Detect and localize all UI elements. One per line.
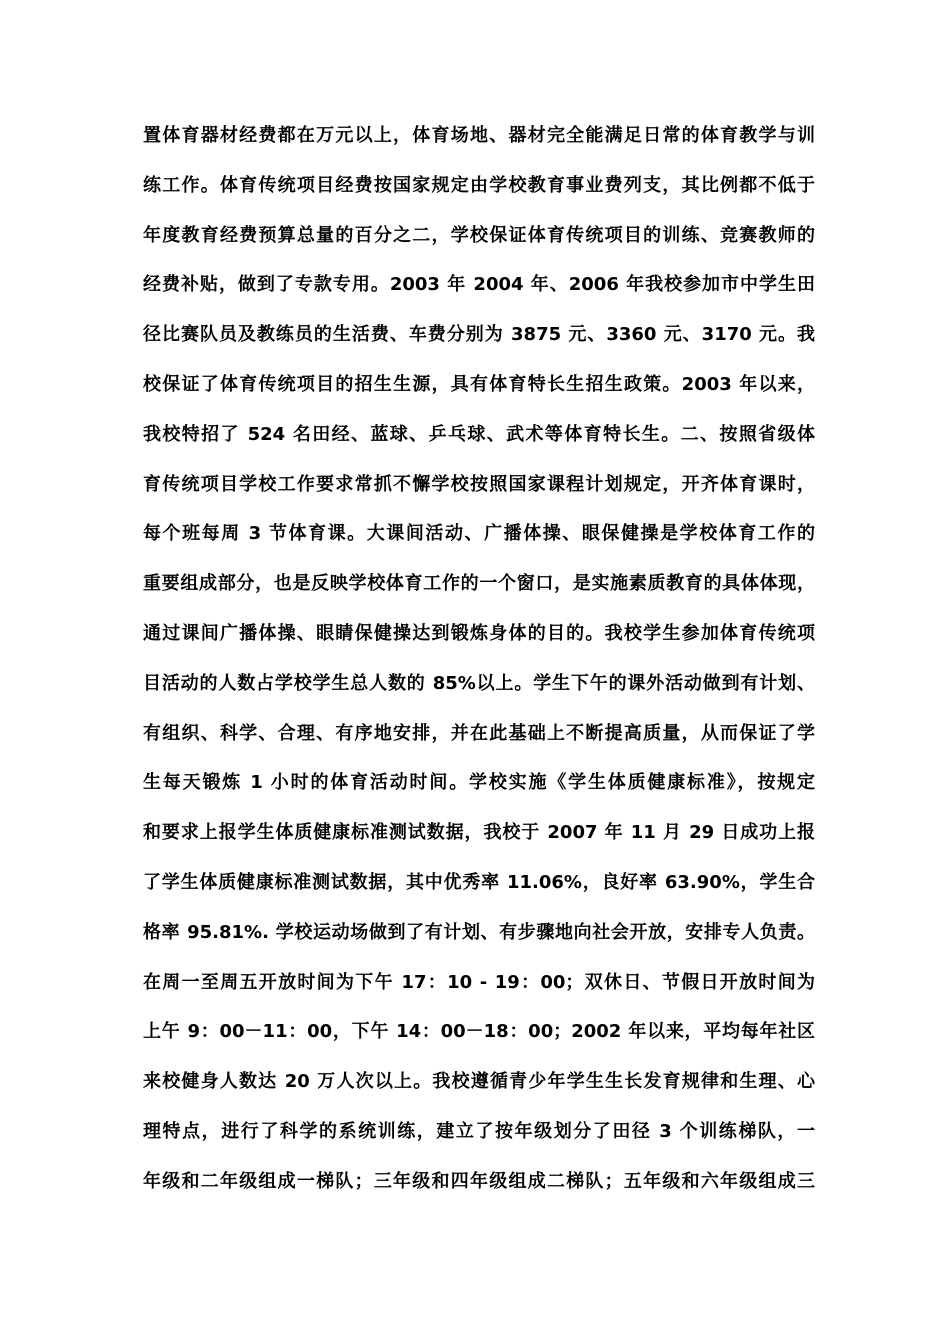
text-line: 我校特招了 524 名田经、蓝球、乒乓球、武术等体育特长生。二、按照省级体 xyxy=(143,423,815,445)
text-line: 来校健身人数达 20 万人次以上。我校遵循青少年学生生长发育规律和生理、心 xyxy=(143,1071,815,1093)
text-line: 重要组成部分，也是反映学校体育工作的一个窗口，是实施素质教育的具体体现， xyxy=(143,573,815,595)
text-line: 上午 9：00－11：00，下午 14：00－18：00；2002 年以来，平均每年社区 xyxy=(143,1021,815,1043)
text-line: 通过课间广播体操、眼睛保健操达到锻炼身体的目的。我校学生参加体育传统项 xyxy=(143,622,815,644)
text-line: 每个班每周 3 节体育课。大课间活动、广播体操、眼保健操是学校体育工作的 xyxy=(143,523,815,545)
text-line: 生每天锻炼 1 小时的体育活动时间。学校实施《学生体质健康标准》，按规定 xyxy=(143,772,815,794)
text-line: 和要求上报学生体质健康标准测试数据，我校于 2007 年 11 月 29 日成功上报 xyxy=(143,822,815,844)
text-line: 育传统项目学校工作要求常抓不懈学校按照国家课程计划规定，开齐体育课时， xyxy=(143,473,815,495)
text-line: 年级和二年级组成一梯队；三年级和四年级组成二梯队；五年级和六年级组成三 xyxy=(143,1170,815,1192)
text-line: 经费补贴，做到了专款专用。2003 年 2004 年、2006 年我校参加市中学生田 xyxy=(143,274,815,296)
text-line: 置体育器材经费都在万元以上，体育场地、器材完全能满足日常的体育教学与训 xyxy=(143,125,815,146)
text-line: 了学生体质健康标准测试数据，其中优秀率 11.06%，良好率 63.90%，学生合 xyxy=(143,871,815,893)
text-line: 格率 95.81%. 学校运动场做到了有计划、有步骤地向社会开放，安排专人负责。 xyxy=(143,921,815,943)
text-line: 有组织、科学、合理、有序地安排，并在此基础上不断提高质量，从而保证了学 xyxy=(143,722,815,744)
text-line: 理特点，进行了科学的系统训练，建立了按年级划分了田径 3 个训练梯队，一 xyxy=(143,1120,815,1142)
text-line: 练工作。体育传统项目经费按国家规定由学校教育事业费列支，其比例都不低于 xyxy=(143,174,815,196)
text-line: 年度教育经费预算总量的百分之二，学校保证体育传统项目的训练、竞赛教师的 xyxy=(143,224,815,246)
text-line: 径比赛队员及教练员的生活费、车费分别为 3875 元、3360 元、3170 元。我 xyxy=(143,324,815,346)
text-line: 校保证了体育传统项目的招生生源，具有体育特长生招生政策。2003 年以来， xyxy=(143,373,815,395)
text-line: 目活动的人数占学校学生总人数的 85%以上。学生下午的课外活动做到有计划、 xyxy=(143,672,815,694)
body-text xyxy=(143,120,815,1216)
text-line: 在周一至周五开放时间为下午 17：10 - 19：00；双休日、节假日开放时间为 xyxy=(143,971,815,993)
